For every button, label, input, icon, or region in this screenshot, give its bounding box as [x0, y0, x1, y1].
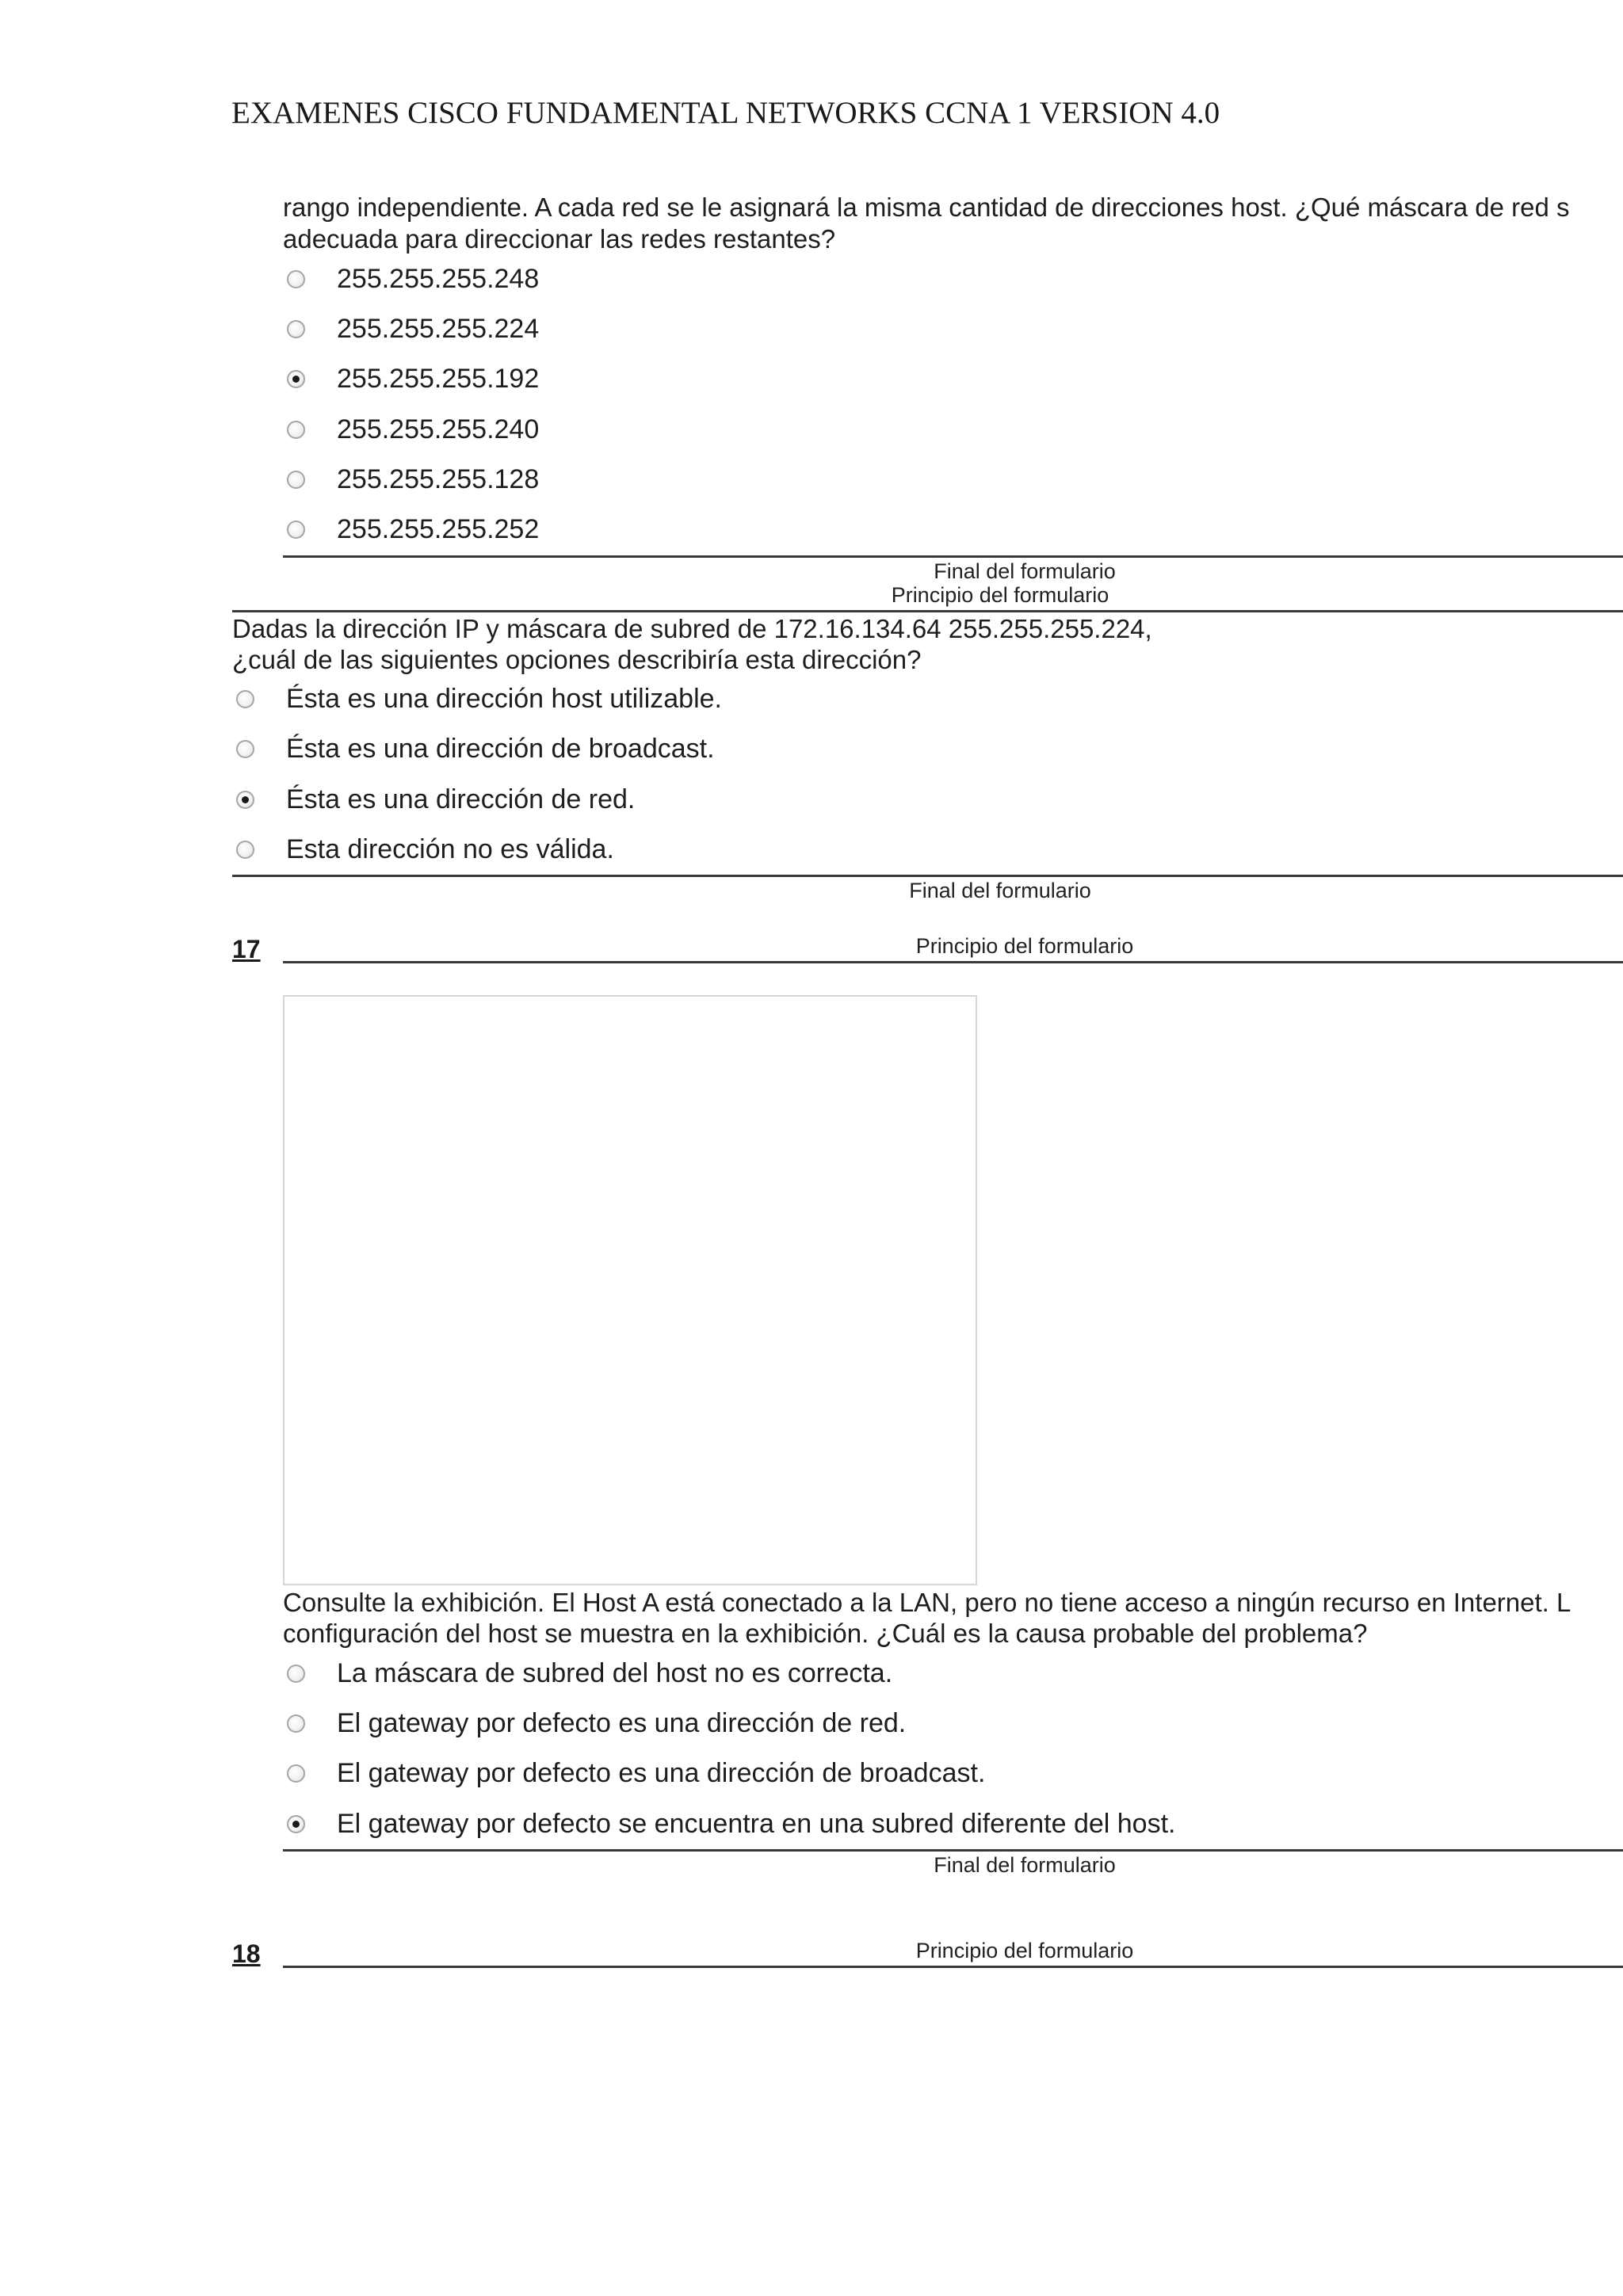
q16-option-1[interactable] [236, 681, 722, 716]
radio-button-selected-icon[interactable] [287, 370, 305, 388]
q16-option-3[interactable] [236, 782, 635, 817]
q17-option-1-label: La máscara de subred del host no es correcta. [337, 1657, 893, 1688]
q15-option-1[interactable] [287, 261, 539, 296]
q15-option-2-label: 255.255.255.224 [337, 313, 540, 344]
radio-button-icon[interactable] [236, 690, 254, 708]
form-end-label: Final del formulario [934, 559, 1116, 583]
q16-option-4[interactable] [236, 832, 614, 867]
question-number-18[interactable]: 18 [232, 1939, 261, 1968]
form-start-label: Principio del formulario [915, 934, 1134, 958]
q17-option-1[interactable] [287, 1656, 892, 1691]
document-header: EXAMENES CISCO FUNDAMENTAL NETWORKS CCNA 1 VERSION 4.0 [231, 96, 1220, 130]
form-end-label: Final del formulario [909, 879, 1091, 902]
q16-option-2-label: Ésta es una dirección de broadcast. [286, 733, 715, 764]
q15-option-6-label: 255.255.255.252 [337, 513, 540, 544]
q17-option-3[interactable] [287, 1756, 985, 1791]
radio-button-icon[interactable] [287, 1764, 305, 1783]
q15-option-3-label: 255.255.255.192 [337, 363, 540, 394]
radio-button-icon[interactable] [287, 1665, 305, 1683]
radio-button-selected-icon[interactable] [287, 1815, 305, 1833]
q15-option-6[interactable] [287, 512, 539, 547]
radio-button-icon[interactable] [287, 421, 305, 439]
q16-option-4-label: Esta dirección no es válida. [286, 833, 614, 864]
form-divider [283, 961, 1623, 963]
radio-button-icon[interactable] [236, 841, 254, 859]
q16-option-3-label: Ésta es una dirección de red. [286, 784, 636, 814]
form-divider [232, 875, 1623, 877]
question-17-text-line1: Consulte la exhibición. El Host A está conectado a la LAN, pero no tiene acceso a ningún recurso en Internet. L [283, 1588, 1571, 1617]
q17-option-2[interactable] [287, 1706, 906, 1741]
q17-option-2-label: El gateway por defecto es una dirección de red. [337, 1707, 907, 1738]
q15-option-5-label: 255.255.255.128 [337, 463, 540, 494]
q17-option-3-label: El gateway por defecto es una dirección de broadcast. [337, 1757, 986, 1788]
q15-option-2[interactable] [287, 311, 539, 346]
question-16-text-line2: ¿cuál de las siguientes opciones describiría esta dirección? [232, 645, 922, 674]
q17-option-4[interactable] [287, 1806, 1175, 1841]
q16-option-1-label: Ésta es una dirección host utilizable. [286, 683, 722, 714]
question-number-17[interactable]: 17 [232, 935, 261, 963]
exhibit-image-placeholder [283, 995, 977, 1585]
q15-option-1-label: 255.255.255.248 [337, 263, 540, 294]
radio-button-icon[interactable] [287, 521, 305, 539]
form-start-label: Principio del formulario [915, 1939, 1134, 1962]
form-divider [283, 555, 1623, 558]
radio-button-icon[interactable] [287, 471, 305, 489]
question-15-text-line2: adecuada para direccionar las redes restantes? [283, 224, 836, 254]
question-16-text-line1: Dadas la dirección IP y máscara de subred de 172.16.134.64 255.255.255.224, [232, 614, 1152, 643]
radio-button-selected-icon[interactable] [236, 791, 254, 809]
radio-button-icon[interactable] [287, 1714, 305, 1733]
q15-option-4[interactable] [287, 412, 539, 447]
q17-option-4-label: El gateway por defecto se encuentra en una subred diferente del host. [337, 1808, 1176, 1839]
form-divider [232, 610, 1623, 612]
q15-option-5[interactable] [287, 462, 539, 497]
q16-option-2[interactable] [236, 731, 715, 766]
form-divider [283, 1849, 1623, 1852]
radio-button-icon[interactable] [236, 740, 254, 758]
radio-button-icon[interactable] [287, 320, 305, 338]
question-17-text-line2: configuración del host se muestra en la exhibición. ¿Cuál es la causa probable del problema? [283, 1619, 1368, 1648]
q15-option-3[interactable] [287, 361, 539, 396]
question-15-text-line1: rango independiente. A cada red se le asignará la misma cantidad de direcciones host. ¿Qué máscara de red s [283, 193, 1570, 222]
form-start-label: Principio del formulario [891, 583, 1109, 607]
form-end-label: Final del formulario [934, 1853, 1116, 1877]
q15-option-4-label: 255.255.255.240 [337, 414, 540, 444]
form-divider [283, 1966, 1623, 1968]
radio-button-icon[interactable] [287, 270, 305, 288]
